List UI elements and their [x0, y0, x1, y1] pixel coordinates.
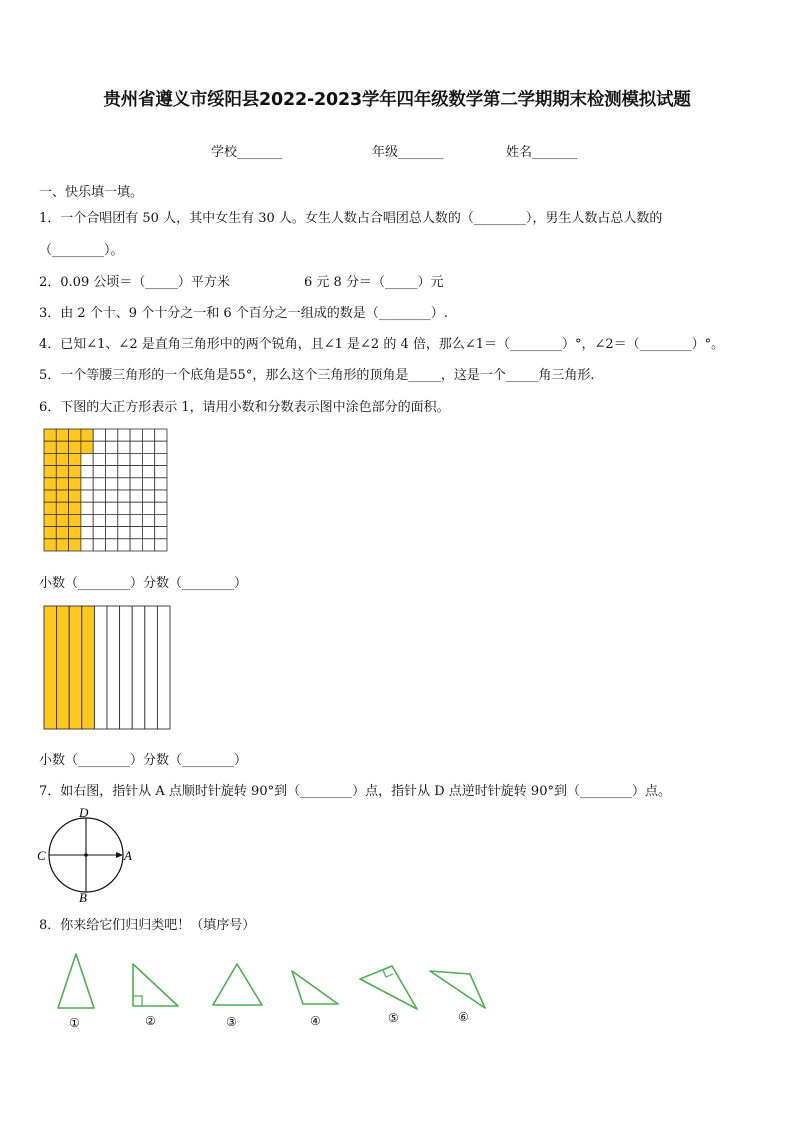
grid-cell-shaded	[69, 429, 81, 441]
grid-cell-shaded	[44, 527, 56, 539]
grid-cell-shaded	[44, 429, 56, 441]
grid-cell	[118, 466, 130, 478]
grid-cell-shaded	[69, 514, 81, 526]
question-1-line-1: 1．一个合唱团有 50 人，其中女生有 30 人。女生人数占合唱团总人数的（________），男生人数占总人数的	[39, 211, 663, 226]
grid-cell	[93, 539, 105, 551]
grid-cell	[155, 490, 167, 502]
triangle-2	[133, 964, 178, 1006]
grid-cell-shaded	[44, 478, 56, 490]
grid-cell	[93, 478, 105, 490]
grid-cell	[81, 502, 93, 514]
triangle-4	[292, 971, 338, 1004]
grid-cell-shaded	[69, 453, 81, 465]
grid-cell	[93, 466, 105, 478]
grid-cell-shaded	[69, 539, 81, 551]
strip	[120, 606, 133, 729]
question-6-answer-2: 小数（________）分数（________）	[39, 753, 248, 768]
grid-cell-shaded	[69, 466, 81, 478]
grid-cell	[155, 539, 167, 551]
grid-cell-shaded	[56, 453, 68, 465]
hundred-grid-figure	[42, 427, 170, 554]
label-d: D	[79, 805, 89, 820]
grid-cell-shaded	[44, 490, 56, 502]
label-a: A	[124, 848, 132, 863]
strip-shaded	[44, 606, 57, 729]
grid-cell-shaded	[56, 478, 68, 490]
grid-cell	[142, 453, 154, 465]
grid-cell-shaded	[56, 527, 68, 539]
grid-cell	[155, 466, 167, 478]
grid-cell	[142, 514, 154, 526]
question-7: 7．如右图，指针从 A 点顺时针旋转 90°到（________）点，指针从 D 点逆时针旋转 90°到（________）点。	[39, 784, 671, 799]
grid-cell	[130, 527, 142, 539]
grid-cell	[130, 453, 142, 465]
grid-cell	[106, 441, 118, 453]
grid-cell	[155, 527, 167, 539]
grid-cell	[118, 514, 130, 526]
triangle-label-3: ③	[226, 1015, 237, 1029]
name-field: 姓名_______	[506, 145, 578, 160]
grid-cell	[118, 527, 130, 539]
grid-cell-shaded	[56, 429, 68, 441]
grid-cell	[142, 539, 154, 551]
grid-cell-shaded	[56, 502, 68, 514]
triangle-label-5: ⑤	[388, 1011, 399, 1025]
grid-cell-shaded	[69, 502, 81, 514]
grid-cell	[118, 539, 130, 551]
grid-cell-shaded	[69, 490, 81, 502]
strip	[157, 606, 170, 729]
grid-cell-shaded	[56, 514, 68, 526]
grid-cell	[130, 539, 142, 551]
grid-cell	[142, 441, 154, 453]
grid-cell-shaded	[44, 514, 56, 526]
grid-cell	[130, 514, 142, 526]
grid-cell	[106, 490, 118, 502]
grid-cell	[93, 429, 105, 441]
grid-cell	[81, 466, 93, 478]
triangles-figure	[50, 946, 500, 1031]
grid-cell	[93, 453, 105, 465]
grid-cell	[118, 441, 130, 453]
grid-cell-shaded	[44, 466, 56, 478]
grid-cell	[155, 441, 167, 453]
grid-cell	[81, 527, 93, 539]
grid-cell	[81, 453, 93, 465]
grid-cell	[130, 441, 142, 453]
grid-cell	[106, 527, 118, 539]
grid-cell	[93, 514, 105, 526]
triangle-label-6: ⑥	[458, 1010, 469, 1024]
question-5: 5．一个等腰三角形的一个底角是55°，那么这个三角形的顶角是_____，这是一个_____角三角形.	[39, 368, 595, 383]
grid-cell	[93, 527, 105, 539]
grid-cell	[130, 466, 142, 478]
question-4: 4．已知∠1、∠2 是直角三角形中的两个锐角，且∠1 是∠2 的 4 倍，那么∠1＝（________）°，∠2＝（________）°。	[39, 337, 725, 352]
grid-cell	[93, 502, 105, 514]
strip	[94, 606, 107, 729]
grid-cell-shaded	[44, 502, 56, 514]
grid-cell-shaded	[81, 429, 93, 441]
grid-cell	[155, 453, 167, 465]
grid-cell-shaded	[44, 453, 56, 465]
grid-cell-shaded	[69, 478, 81, 490]
question-6: 6．下图的大正方形表示 1，请用小数和分数表示图中涂色部分的面积。	[39, 400, 450, 415]
strip	[145, 606, 158, 729]
grid-cell	[118, 502, 130, 514]
grid-cell-shaded	[56, 490, 68, 502]
triangle-label-2: ②	[145, 1014, 156, 1028]
grid-cell	[155, 429, 167, 441]
question-2-part-1: 2．0.09 公顷＝（_____）平方米	[39, 275, 230, 290]
strip-shaded	[69, 606, 82, 729]
triangle-label-1: ①	[69, 1016, 80, 1030]
grid-cell	[118, 490, 130, 502]
grid-cell	[106, 429, 118, 441]
tenths-strips-figure	[42, 604, 172, 731]
grid-cell	[130, 478, 142, 490]
label-c: C	[37, 848, 46, 863]
grid-cell	[155, 502, 167, 514]
right-angle-mark-2	[133, 996, 142, 1006]
question-3: 3．由 2 个十、9 个十分之一和 6 个百分之一组成的数是（________）.	[39, 306, 448, 321]
grid-cell-shaded	[69, 527, 81, 539]
strip-shaded	[57, 606, 70, 729]
grid-cell	[81, 490, 93, 502]
grid-cell-shaded	[44, 539, 56, 551]
center-dot	[84, 853, 88, 857]
grid-cell	[142, 502, 154, 514]
grid-cell-shaded	[44, 441, 56, 453]
grid-cell	[106, 453, 118, 465]
grid-cell	[106, 514, 118, 526]
triangle-1	[58, 954, 94, 1008]
grid-cell	[106, 478, 118, 490]
grid-cell	[81, 478, 93, 490]
school-field: 学校_______	[211, 145, 283, 160]
right-angle-mark-5	[383, 970, 393, 977]
grid-cell	[81, 514, 93, 526]
question-1-line-2: （________）。	[39, 243, 124, 258]
pointer-arrow-icon	[116, 852, 123, 858]
grid-cell	[130, 429, 142, 441]
grid-cell	[81, 539, 93, 551]
grid-cell-shaded	[81, 441, 93, 453]
grid-cell	[155, 478, 167, 490]
question-2-part-2: 6 元 8 分＝（_____）元	[304, 275, 444, 290]
grid-cell	[93, 441, 105, 453]
grid-cell	[118, 429, 130, 441]
triangle-3	[213, 964, 262, 1005]
section-heading: 一、快乐填一填。	[39, 185, 144, 200]
question-6-answer-1: 小数（________）分数（________）	[39, 576, 248, 591]
grid-cell	[142, 478, 154, 490]
strip-shaded	[82, 606, 95, 729]
grid-cell-shaded	[56, 466, 68, 478]
grid-cell	[142, 527, 154, 539]
triangle-label-4: ④	[310, 1014, 321, 1028]
grid-cell	[106, 466, 118, 478]
strip	[107, 606, 120, 729]
grid-cell	[118, 453, 130, 465]
triangle-5	[360, 966, 417, 1009]
page-title: 贵州省遵义市绥阳县2022-2023学年四年级数学第二学期期末检测模拟试题	[103, 90, 691, 110]
rotation-circle-figure	[36, 805, 136, 905]
grid-cell	[106, 502, 118, 514]
label-b: B	[79, 890, 87, 905]
grade-field: 年级_______	[372, 145, 444, 160]
strip	[132, 606, 145, 729]
grid-cell-shaded	[56, 441, 68, 453]
grid-cell	[106, 539, 118, 551]
grid-cell-shaded	[56, 539, 68, 551]
grid-cell	[155, 514, 167, 526]
grid-cell	[130, 490, 142, 502]
grid-cell	[142, 466, 154, 478]
triangle-6	[430, 971, 485, 1008]
grid-cell	[142, 429, 154, 441]
grid-cell	[118, 478, 130, 490]
grid-cell-shaded	[69, 441, 81, 453]
grid-cell	[130, 502, 142, 514]
grid-cell	[142, 490, 154, 502]
grid-cell	[93, 490, 105, 502]
question-8: 8．你来给它们归归类吧！（填序号）	[39, 918, 256, 933]
